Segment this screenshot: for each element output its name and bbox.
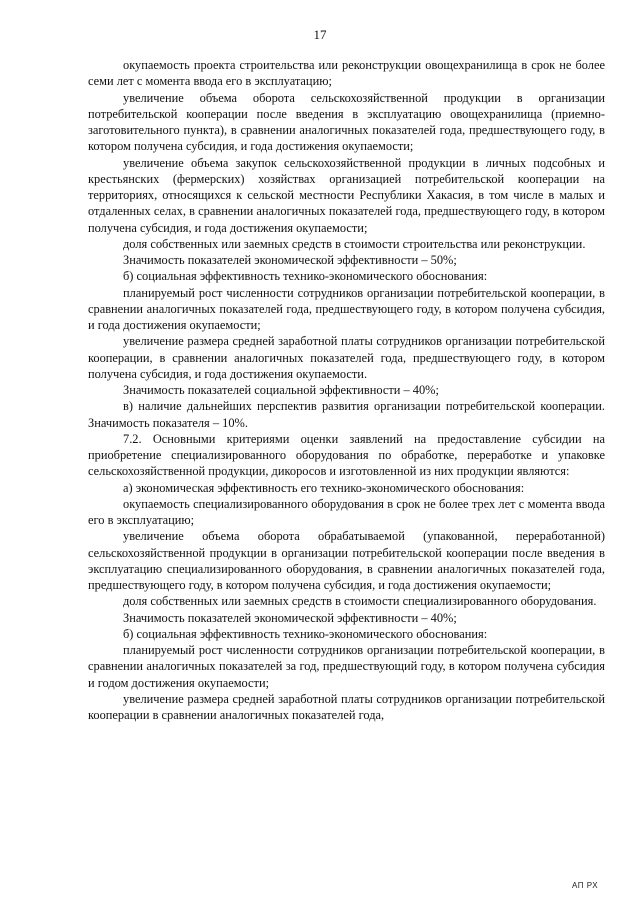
paragraph: в) наличие дальнейших перспектив развития организации потребительской кооперации. Значимость показателя – 10%. (88, 399, 605, 430)
paragraph: Значимость показателей социальной эффективности – 40%; (123, 383, 439, 397)
paragraph: увеличение объема оборота обрабатываемой (упакованной, переработанной) сельскохозяйственной продукции в организации потребительской кооперации после введения в эксплуатацию специализированного оборудования, в сравнении аналогичных показателей года, предшествующего году, в котором получена субсидия, и года достижения окупаемости; (88, 529, 605, 592)
paragraph: 7.2. Основными критериями оценки заявлений на предоставление субсидии на приобретение специализированного оборудования по обработке, переработке и упаковке сельскохозяйственной продукции, дикоросов и изготовленной из них продукции являются: (88, 431, 605, 479)
paragraph: доля собственных или заемных средств в стоимости специализированного оборудования. (123, 594, 597, 609)
paragraph: увеличение размера средней заработной платы сотрудников организации потребительской кооперации в сравнении аналогичных показателей года, (88, 691, 605, 722)
page-number: 17 (313, 27, 327, 42)
paragraph: доля собственных или заемных средств в стоимости строительства или реконструкции. (123, 236, 586, 251)
paragraph: Значимость показателей экономической эффективности – 40%; (123, 610, 457, 625)
paragraph: б) социальная эффективность технико-экономического обоснования: (123, 626, 488, 641)
paragraph: увеличение объема оборота сельскохозяйственной продукции в организации потребительской кооперации после введения в эксплуатацию овощехранилища (приемно-заготовительного пункта), в сравнении аналогичных показателей года, предшествующего году, в котором получена субсидия, и года достижения окупаемости; (88, 90, 605, 154)
paragraph: Значимость показателей экономической эффективности – 50%; (123, 253, 457, 267)
paragraph: окупаемость проекта строительства или реконструкции овощехранилища в срок не более семи лет с момента ввода его в эксплуатацию; (88, 58, 605, 89)
paragraph: окупаемость специализированного оборудования в срок не более трех лет с момента ввода его в эксплуатацию; (88, 496, 605, 527)
footer-mark: АП РХ (572, 881, 599, 890)
document-body (88, 57, 605, 723)
paragraph: планируемый рост численности сотрудников организации потребительской кооперации, в сравнении аналогичных показателей года, предшествующего году, в котором получена субсидия, и года достижения окупаемости; (88, 285, 605, 332)
paragraph: б) социальная эффективность технико-экономического обоснования: (123, 269, 488, 284)
paragraph: планируемый рост численности сотрудников организации потребительской кооперации, в сравнении аналогичных показателей за год, предшествующий году, в котором получена субсидия и годом достижения окупаемости; (88, 643, 605, 690)
paragraph: увеличение размера средней заработной платы сотрудников организации потребительской кооперации, в сравнении аналогичных показателей года, предшествующего году, в котором получена субсидия, и года достижения окупаемости. (88, 334, 605, 381)
paragraph: увеличение объема закупок сельскохозяйственной продукции в личных подсобных и крестьянских (фермерских) хозяйствах организацией потребительской кооперации на территориях, относящихся к сельской местности Республики Хакасия, в том числе в малых и отдаленных селах, в сравнении аналогичных показателей года, предшествующего году, в котором получена субсидия, и года достижения окупаемости; (88, 155, 605, 235)
paragraph: а) экономическая эффективность его технико-экономического обоснования: (123, 480, 525, 495)
